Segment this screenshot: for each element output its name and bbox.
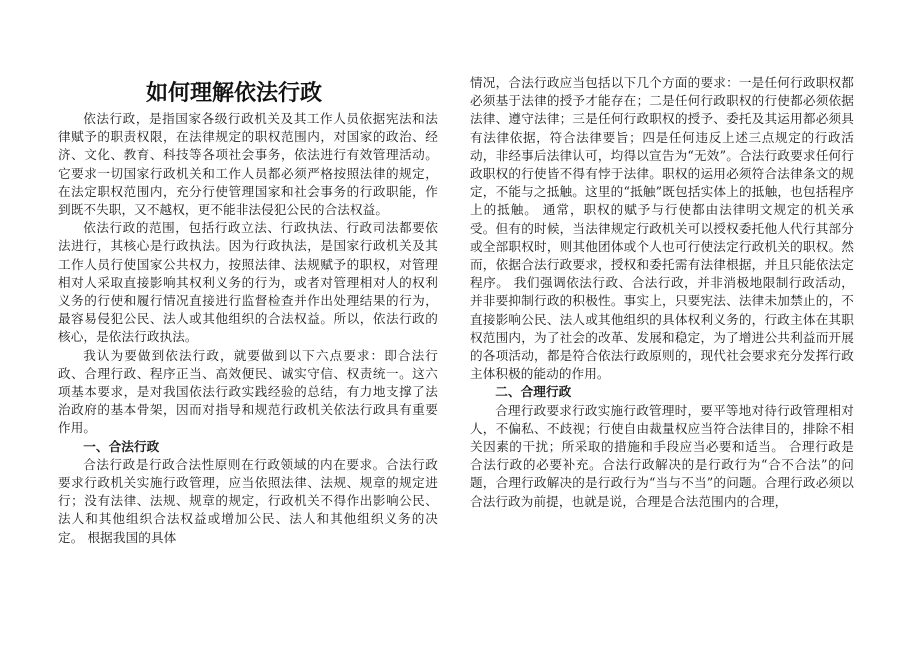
- section-heading-reasonable-administration: 二、合理行政: [495, 384, 572, 400]
- section-heading-legal-administration: 一、合法行政: [83, 438, 160, 454]
- left-column: [58, 80, 438, 547]
- paragraph-six-requirements: 我认为要做到依法行政，就要做到以下六点要求：即合法行政、合理行政、程序正当、高效便民、诚实守信、权责统一。这六项基本要求，是对我国依法行政实践经验的总结，有力地支撑了法治政府的基本骨架，因而对指导和规范行政机关依法行政具有重要作用。: [58, 347, 438, 436]
- paragraph-legal-administration: 合法行政是行政合法性原则在行政领域的内在要求。合法行政要求行政机关实施行政管理，应当依照法律、法规、规章的规定进行；没有法律、法规、规章的规定，行政机关不得作出影响公民、法人和其他组织合法权益或增加公民、法人和其他组织义务的决定。 根据我国的具体: [58, 456, 438, 545]
- paragraph-scope: 依法行政的范围，包括行政立法、行政执法、行政司法都要依法进行，其核心是行政执法。因为行政执法，是国家行政机关及其工作人员行使国家公共权力，按照法律、法规赋予的职权，对管理相对人采取直接影响其权利义务的行为，或者对管理相对人的权利义务的行使和履行情况直接进行监督检查并作出处理结果的行为，最容易侵犯公民、法人或其他组织的合法权益。所以，依法行政的核心，是依法行政执法。: [58, 220, 438, 345]
- document-title: 如何理解依法行政: [145, 81, 322, 106]
- paragraph-definition: 依法行政，是指国家各级行政机关及其工作人员依据宪法和法律赋予的职责权限，在法律规定的职权范围内，对国家的政治、经济、文化、教育、科技等各项社会事务，依法进行有效管理活动。它要求一切国家行政机关和工作人员都必须严格按照法律的规定，在法定职权范围内，充分行使管理国家和社会事务的行政职能，作到既不失职，又不越权，更不能非法侵犯公民的合法权益。: [58, 111, 438, 218]
- paragraph-legal-administration-continued: 情况，合法行政应当包括以下几个方面的要求：一是任何行政职权都必须基于法律的授予才能存在；二是任何行政职权的行使都必须依据法律、遵守法律；三是任何行政职权的授予、委托及其运用都必须具有法律依据，符合法律要旨；四是任何违反上述三点规定的行政活动，非经事后法律认可，均得以宣告为“无效”。合法行政要求任何行政职权的行使皆不得有悖于法律。职权的运用必须符合法律条文的规定，不能与之抵触。这里的“抵触”既包括实体上的抵触，也包括程序上的抵触。 通常，职权的赋予与行使都由法律明文规定的机关承受。但有的时候，当法律规定行政机关可以授权委托他人代行其部分或全部职权时，则其他团体或个人也可行使法定行政机关的职权。然而，依据合法行政要求，授权和委托需有法律根据，并且只能依法定程序。 我们强调依法行政、合法行政，并非消极地限制行政活动，并非要抑制行政的积极性。事实上，只要宪法、法律未加禁止的，不直接影响公民、法人或其他组织的具体权利义务的，行政主体在其职权范围内，为了社会的改革、发展和稳定，为了增进公共利益而开展的各项活动，都是符合依法行政原则的，现代社会要求充分发挥行政主体积极的能动的作用。: [470, 75, 854, 382]
- title-spacer: [58, 80, 438, 110]
- right-column: [470, 74, 854, 511]
- paragraph-reasonable-administration: 合理行政要求行政实施行政管理时，要平等地对待行政管理相对人，不偏私、不歧视；行使自由裁量权应当符合法律目的，排除不相关因素的干扰；所采取的措施和手段应当必要和适当。 合理行政是合法行政的必要补充。合法行政解决的是行政行为“合不合法”的问题，合理行政解决的是行政行为“当与不当”的问题。合理行政必须以合法行政为前提，也就是说，合理是合法范围内的合理，: [470, 402, 854, 509]
